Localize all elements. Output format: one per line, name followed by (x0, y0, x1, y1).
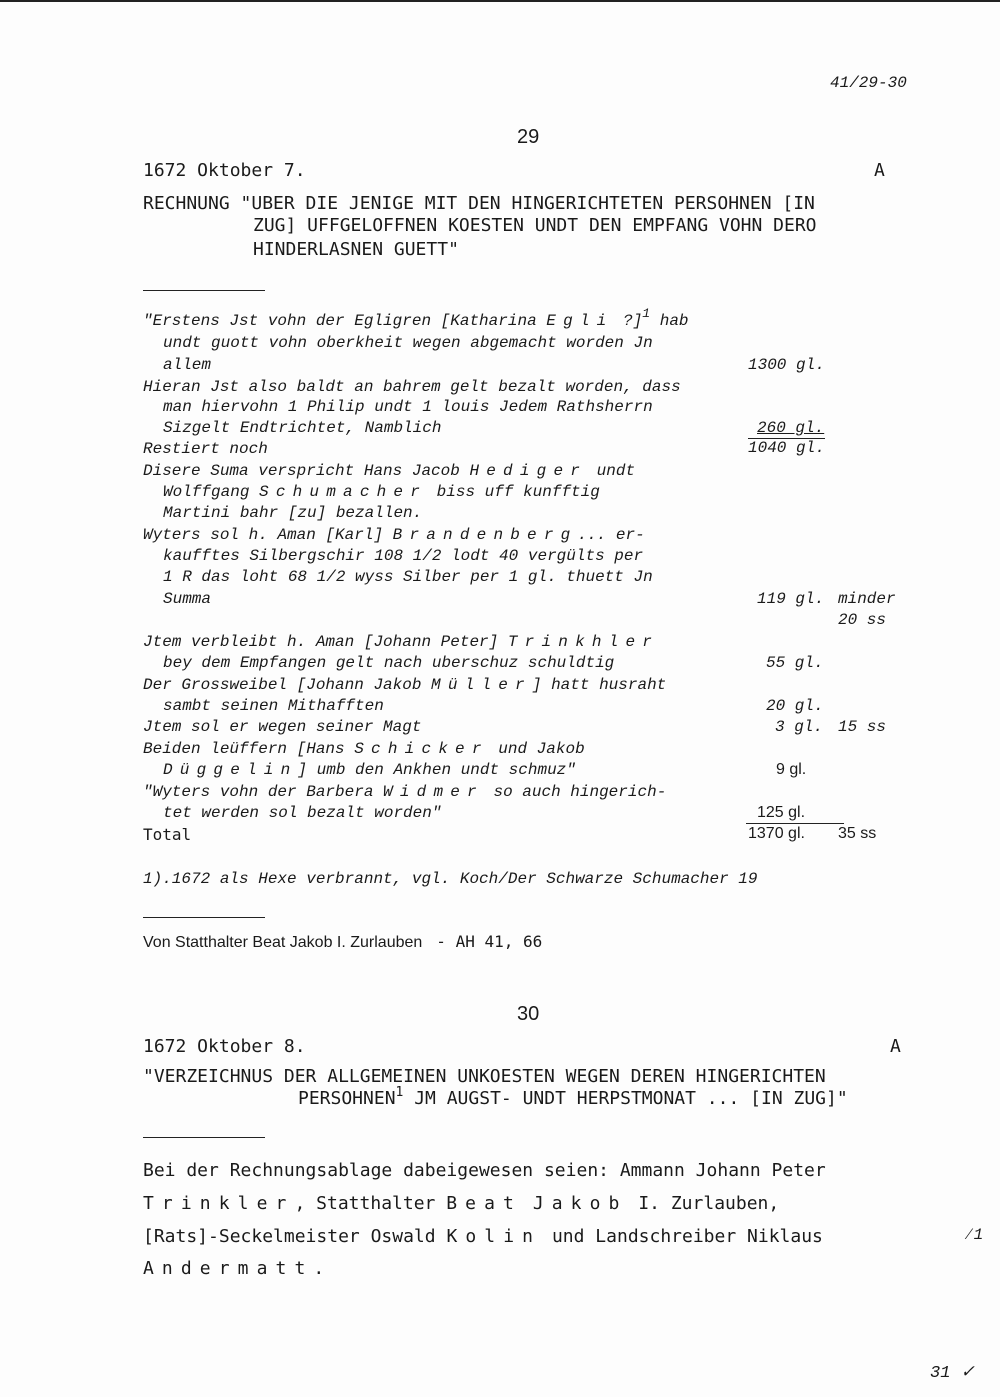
doc30-body-line-1: Bei der Rechnungsablage dabeigewesen seien: Ammann Johann Peter (143, 1160, 826, 1181)
doc29-title-line-1: RECHNUNG "UBER DIE JENIGE MIT DEN HINGERICHTETEN PERSOHNEN [IN (143, 193, 815, 214)
source-reference: - AH 41, 66 (436, 932, 543, 951)
entry-5-line-1 (143, 526, 645, 544)
person-name: Jakob (532, 1193, 628, 1214)
doc30-body-line-4: Andermatt. (143, 1258, 333, 1279)
total-rule (746, 823, 844, 824)
person-name: Trinkhler (507, 633, 660, 651)
entry-5-note: minder (838, 590, 896, 608)
doc30-body-text: , Statthalter (294, 1193, 447, 1214)
entry-4-text: biss uff kunfftig (427, 483, 600, 501)
person-name: Trinkler (143, 1193, 295, 1214)
person-name: Beat (446, 1193, 522, 1214)
top-border-line (0, 0, 1000, 2)
entry-10-line-2: tet werden sol bezalt worden" (163, 804, 442, 822)
total-ss: 35 ss (838, 825, 877, 842)
entry-8-line-1: Jtem sol er wegen seiner Magt (143, 718, 422, 736)
doc30-body-text: I. Zurlauben, (627, 1193, 780, 1214)
handwritten-corner-note: 31 ✓ (930, 1364, 975, 1383)
doc29-footnote: 1).1672 als Hexe verbrannt, vgl. Koch/Der Schwarze Schumacher 19 (143, 870, 758, 888)
total-amount: 1370 gl. (748, 825, 805, 842)
entry-1-line-1 (143, 306, 689, 330)
entry-4-line-1 (143, 462, 635, 480)
entry-1-line-2: undt guott vohn oberkheit wegen abgemacht worden Jn (163, 334, 653, 352)
entry-1-text: hab (650, 312, 689, 330)
entry-7-line-1 (143, 676, 666, 694)
person-name: Schumacher (259, 483, 428, 501)
doc30-body-text (522, 1193, 533, 1214)
entry-2-line-1: Hieran Jst also baldt an bahrem gelt bezalt worden, dass (143, 378, 681, 396)
document-number-30: 30 (517, 1003, 540, 1025)
person-name: Kolin (446, 1226, 542, 1247)
entry-1-line-3: allem (163, 356, 212, 374)
entry-6-text: Jtem verbleibt h. Aman [Johann Peter] (143, 633, 508, 651)
person-name: Widmer (383, 783, 484, 801)
entry-9-text: und Jakob (488, 740, 585, 758)
doc30-body-line-3 (143, 1226, 823, 1247)
doc29-title-line-2: ZUG] UFFGELOFFNEN KOESTEN UNDT DEN EMPFANG VOHN DERO (253, 215, 817, 236)
margin-mark: ⁄1 (964, 1226, 984, 1244)
entry-8-amount: 3 gl. (775, 718, 824, 736)
entry-5-text: ... er- (577, 526, 645, 544)
entry-10-amount: 125 gl. (757, 804, 806, 821)
entry-5-line-2: kaufftes Silbergschir 108 1/2 lodt 40 vergülts per (163, 547, 644, 565)
entry-6-line-1 (143, 633, 659, 651)
entry-5-line-4: Summa (163, 590, 212, 608)
entry-9-line-2 (163, 761, 576, 779)
person-name: Egli (546, 312, 614, 330)
entry-7-text: Der Grossweibel [Johann Jakob (143, 676, 432, 694)
doc29-source (143, 932, 542, 952)
doc30-separator-rule (143, 1137, 265, 1138)
entry-5-note-ss: 20 ss (838, 611, 887, 629)
doc30-title-line-2 (298, 1085, 848, 1109)
entry-7-amount: 20 gl. (766, 697, 824, 715)
source-separator-rule (143, 917, 265, 918)
entry-1-text: "Erstens Jst vohn der Egligren [Katharina (143, 312, 547, 330)
entry-3-line-1: Restiert noch (143, 440, 268, 458)
entry-8-ss: 15 ss (838, 718, 887, 736)
entry-10-text: "Wyters vohn der Barbera (143, 783, 384, 801)
entry-1-amount: 1300 gl. (748, 356, 825, 374)
entry-5-amount: 119 gl. (757, 590, 825, 608)
entry-5-line-3: 1 R das loht 68 1/2 wyss Silber per 1 gl. thuett Jn (163, 568, 653, 586)
entry-1-text: ?] (613, 312, 643, 330)
person-name: Brandenberg (392, 526, 578, 544)
entry-6-amount: 55 gl. (766, 654, 824, 672)
footnote-marker: 1 (642, 306, 651, 321)
doc30-mark: A (890, 1036, 901, 1057)
doc30-title-text: JM AUGST- UNDT HERPSTMONAT ... [IN ZUG]" (403, 1088, 848, 1109)
total-label: Total (143, 825, 192, 844)
doc29-title-line-3: HINDERLASNEN GUETT" (253, 239, 459, 260)
entry-2-amount: 260 gl. (757, 419, 825, 437)
doc30-body-line-2 (143, 1193, 779, 1214)
entry-9-amount: 9 gl. (776, 761, 807, 778)
doc30-date: 1672 Oktober 8. (143, 1036, 306, 1057)
doc30-title-line-1: "VERZEICHNUS DER ALLGEMEINEN UNKOESTEN WEGEN DEREN HINGERICHTEN (143, 1066, 826, 1087)
entry-7-line-2: sambt seinen Mithafften (163, 697, 384, 715)
doc29-separator-rule (143, 290, 265, 291)
entry-4-text: Disere Suma verspricht Hans Jacob (143, 462, 470, 480)
doc30-title-text: PERSOHNEN (298, 1088, 396, 1109)
entry-2-line-2: man hiervohn 1 Philip undt 1 louis Jedem Rathsherrn (163, 398, 653, 416)
person-name: Düggelin (163, 761, 298, 779)
entry-3-amount: 1040 gl. (748, 439, 825, 457)
footnote-marker: 1 (395, 1085, 404, 1100)
source-text: Von Statthalter Beat Jakob I. Zurlauben (143, 934, 423, 951)
doc29-mark: A (874, 160, 885, 181)
entry-9-text: ] umb den Ankhen undt schmuz" (297, 761, 576, 779)
entry-5-text: Wyters sol h. Aman [Karl] (143, 526, 393, 544)
archive-reference: 41/29-30 (830, 74, 907, 92)
person-name: Schicker (354, 740, 489, 758)
entry-10-text: so auch hingerich- (483, 783, 667, 801)
entry-4-text: undt (587, 462, 636, 480)
entry-4-line-2 (163, 483, 600, 501)
entry-2-line-3: Sizgelt Endtrichtet, Namblich (163, 419, 442, 437)
doc30-body-text: und Landschreiber Niklaus (541, 1226, 823, 1247)
entry-4-line-3: Martini bahr [zu] bezallen. (163, 504, 423, 522)
entry-4-text: Wolffgang (163, 483, 260, 501)
entry-6-line-2: bey dem Empfangen gelt nach uberschuz schuldtig (163, 654, 615, 672)
document-number-29: 29 (517, 126, 540, 148)
entry-10-line-1 (143, 783, 666, 801)
person-name: Hediger (469, 462, 588, 480)
person-name: Müller (431, 676, 532, 694)
entry-9-line-1 (143, 740, 585, 758)
doc29-date: 1672 Oktober 7. (143, 160, 306, 181)
entry-7-text: ] hatt husraht (531, 676, 667, 694)
doc30-body-text: [Rats]-Seckelmeister Oswald (143, 1226, 447, 1247)
entry-9-text: Beiden leüffern [Hans (143, 740, 355, 758)
